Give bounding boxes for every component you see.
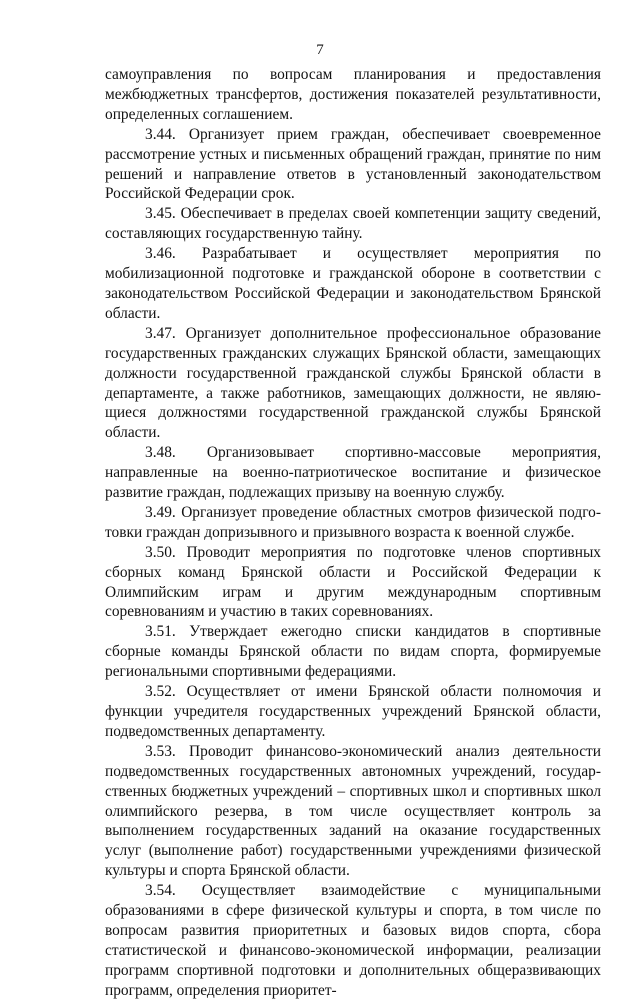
page-number: 7 [316, 42, 324, 58]
paragraph-3-54: 3.54. Осуществляет взаимодействие с муниципальными образованиями в сфере физической культуры и спорта, в том числе по вопросам развития приоритетных и базовых видов спорта, сбора статистической и финансово-экономической информации, реализации программ спортивной подготовки и дополнительных общеразвивающих программ, определения приоритет- [105, 882, 601, 999]
paragraph-3-46: 3.46. Разрабатывает и осуществляет мероприятия по мобилизационной подготовке и гражданской обороне в соответствии с законодательством Российской Федерации и законодательством Брянской области. [105, 245, 601, 322]
paragraph-3-50: 3.50. Проводит мероприятия по подготовке членов спортивных сборных команд Брянской области и Российской Федерации к Олимпийским играм и другим международным спортивным соревнованиям и участию в таких соревнованиях. [105, 543, 601, 621]
paragraph-3-44: 3.44. Организует прием граждан, обеспечивает своевременное рассмотрение устных и письменных обращений граждан, принятие по ним решений и направление ответов в установленный законодательством Российской Федерации срок. [105, 125, 601, 203]
paragraph-3-47: 3.47. Организует дополнительное профессиональное образование государственных гражданских служащих Брянской области, замещающих должности государственной гражданской службы Брянской области в департаменте, а также работников, замещающих должности, не являющиеся должностями государственной гражданской службы Брянской области. [105, 324, 601, 442]
document-body [105, 65, 601, 1001]
paragraph-3-51: 3.51. Утверждает ежегодно списки кандидатов в спортивные сборные команды Брянской области по видам спорта, формируемые региональными спортивными федерациями. [105, 623, 601, 681]
paragraph-3-52: 3.52. Осуществляет от имени Брянской области полномочия и функции учредителя государственных учреждений Брянской области, подведомственных департаменту. [105, 683, 601, 740]
paragraph-continuation: самоуправления по вопросам планирования и предоставления межбюджетных трансфертов, достижения показателей результативности, определенных соглашением. [105, 66, 601, 123]
paragraph-3-53: 3.53. Проводит финансово-экономический анализ деятельности подведомственных государственных автономных учреждений, государственных бюджетных учреждений – спортивных школ и спортивных школ олимпийского резерва, в том числе осуществляет контроль за выполнением государственных заданий на оказание государственных услуг (выполнение работ) государственными учреждениями физической культуры и спорта Брянской области. [105, 742, 601, 880]
paragraph-3-48: 3.48. Организовывает спортивно-массовые мероприятия, направленные на военно-патриотическое воспитание и физическое развитие граждан, подлежащих призыву на военную службу. [105, 444, 601, 502]
paragraph-3-49: 3.49. Организует проведение областных смотров физической подготовки граждан допризывного и призывного возраста к военной службе. [105, 503, 601, 541]
paragraph-3-45: 3.45. Обеспечивает в пределах своей компетенции защиту сведений, составляющих государственную тайну. [105, 205, 601, 243]
